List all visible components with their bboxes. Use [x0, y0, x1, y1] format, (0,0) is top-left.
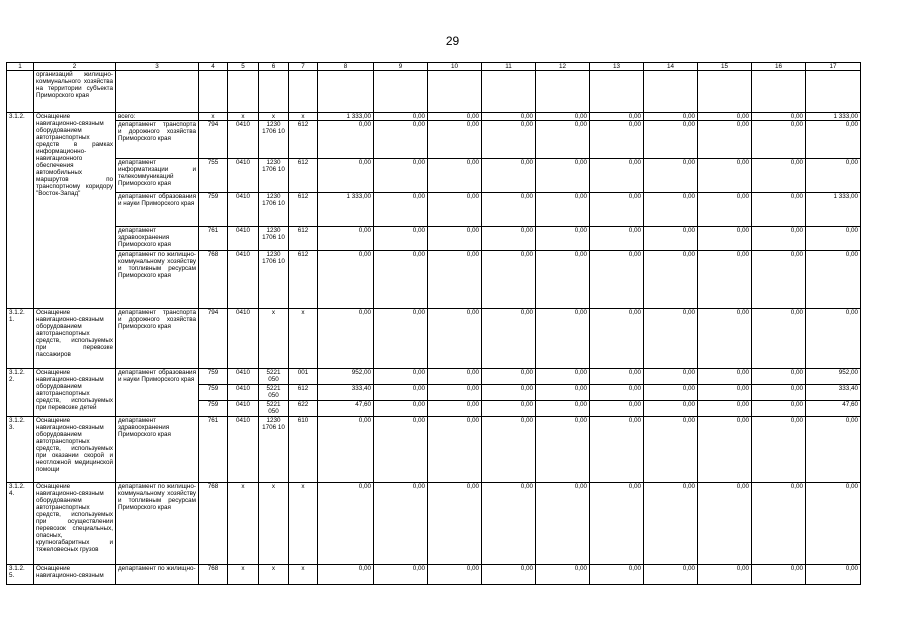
department-cell: департамент здравоохранения Приморского края: [116, 417, 199, 483]
amount-cell: 0,00: [428, 159, 482, 193]
table-row: [7, 565, 861, 585]
amount-cell: 0,00: [644, 385, 698, 401]
item-number-cell: 3.1.2.: [7, 113, 34, 309]
code-cell: х: [228, 483, 259, 565]
amount-cell: 0,00: [752, 227, 806, 251]
column-number: 6: [259, 63, 289, 71]
column-number-row: [7, 63, 861, 71]
amount-cell: 0,00: [482, 401, 536, 417]
amount-cell: 0,00: [374, 565, 428, 585]
amount-cell: 0,00: [428, 417, 482, 483]
amount-cell: 0,00: [698, 121, 752, 159]
amount-cell: 0,00: [590, 193, 644, 227]
amount-cell: 0,00: [318, 121, 374, 159]
total-cell: 0,00: [806, 121, 861, 159]
amount-cell: 0,00: [752, 251, 806, 309]
department-cell: департамент образования и науки Приморского края: [116, 369, 199, 417]
code-cell: 768: [199, 565, 228, 585]
amount-cell: 0,00: [698, 369, 752, 385]
amount-cell: 0,00: [698, 193, 752, 227]
amount-cell: 0,00: [644, 159, 698, 193]
department-cell: департамент транспорта и дорожного хозяйства Приморского края: [116, 309, 199, 369]
code-cell: 0410: [228, 401, 259, 417]
department-cell: департамент транспорта и дорожного хозяйства Приморского края: [116, 121, 199, 159]
column-number: 3: [116, 63, 199, 71]
table-row: [7, 309, 861, 369]
amount-cell: 0,00: [590, 369, 644, 385]
amount-cell: 0,00: [590, 113, 644, 121]
code-cell: 5221 050: [259, 369, 289, 385]
code-cell: х: [259, 483, 289, 565]
code-cell: х: [289, 309, 318, 369]
item-name-cell: Оснащение навигационно-связным оборудованием автотранспортных средств, используемых при оказании скорой и неотложной медицинской помощи: [34, 417, 116, 483]
code-cell: 1230 1706 10: [259, 417, 289, 483]
amount-cell: 0,00: [374, 401, 428, 417]
table-row: [7, 113, 861, 121]
total-cell: 952,00: [806, 369, 861, 385]
column-number: 9: [374, 63, 428, 71]
amount-cell: 0,00: [698, 159, 752, 193]
amount-cell: 0,00: [752, 385, 806, 401]
amount-cell: 0,00: [644, 483, 698, 565]
item-number-cell: 3.1.2. 4.: [7, 483, 34, 565]
code-cell: 759: [199, 193, 228, 227]
amount-cell: 0,00: [374, 483, 428, 565]
code-cell: 0410: [228, 369, 259, 385]
amount-cell: 0,00: [536, 159, 590, 193]
amount-cell: 0,00: [752, 565, 806, 585]
amount-cell: 0,00: [752, 193, 806, 227]
item-name-cell: Оснащение навигационно-связным оборудованием автотранспортных средств, используемых при перевозке детей: [34, 369, 116, 417]
code-cell: 612: [289, 121, 318, 159]
total-cell: 0,00: [806, 309, 861, 369]
code-cell: 612: [289, 385, 318, 401]
amount-cell: 0,00: [536, 309, 590, 369]
code-cell: 001: [289, 369, 318, 385]
item-number-cell: 3.1.2. 2.: [7, 369, 34, 417]
total-cell: 0,00: [806, 565, 861, 585]
code-cell: 0410: [228, 309, 259, 369]
amount-cell: 0,00: [428, 113, 482, 121]
amount-cell: 0,00: [590, 309, 644, 369]
amount-cell: 1 333,00: [318, 193, 374, 227]
code-cell: 612: [289, 251, 318, 309]
item-name-cell: Оснащение навигационно-связным оборудованием автотранспортных средств, используемых при перевозке пассажиров: [34, 309, 116, 369]
amount-cell: 0,00: [536, 483, 590, 565]
amount-cell: 0,00: [752, 159, 806, 193]
code-cell: 759: [199, 369, 228, 385]
amount-cell: 0,00: [644, 401, 698, 417]
amount-cell: 0,00: [318, 565, 374, 585]
column-number: 4: [199, 63, 228, 71]
code-cell: 5221 050: [259, 401, 289, 417]
amount-cell: 0,00: [536, 369, 590, 385]
amount-cell: 0,00: [482, 417, 536, 483]
code-cell: 5221 050: [259, 385, 289, 401]
amount-cell: 0,00: [428, 251, 482, 309]
amount-cell: 0,00: [374, 417, 428, 483]
code-cell: 622: [289, 401, 318, 417]
amount-cell: 0,00: [374, 193, 428, 227]
item-name-cell: Оснащение навигационно-связным оборудованием автотранспортных средств, используемых при осуществлении перевозок специальных, опасных, крупногабаритных и тяжеловесных грузов: [34, 483, 116, 565]
amount-cell: 0,00: [428, 369, 482, 385]
amount-cell: 0,00: [590, 565, 644, 585]
department-cell: департамент по жилищно-коммунальному хозяйству и топливным ресурсам Приморского края: [116, 251, 199, 309]
amount-cell: 0,00: [318, 309, 374, 369]
amount-cell: 0,00: [482, 385, 536, 401]
amount-cell: 0,00: [536, 113, 590, 121]
code-cell: 768: [199, 483, 228, 565]
column-number: 11: [482, 63, 536, 71]
amount-cell: 0,00: [644, 369, 698, 385]
column-number: 13: [590, 63, 644, 71]
code-cell: 612: [289, 159, 318, 193]
amount-cell: 0,00: [482, 565, 536, 585]
table-row: [7, 227, 861, 251]
code-cell: 1230 1706 10: [259, 121, 289, 159]
code-cell: х: [289, 483, 318, 565]
amount-cell: 0,00: [644, 565, 698, 585]
item-name-cell: Оснащение навигационно-связным: [34, 565, 116, 585]
amount-cell: 0,00: [752, 121, 806, 159]
amount-cell: 0,00: [698, 565, 752, 585]
amount-cell: 0,00: [374, 251, 428, 309]
item-number-cell: 3.1.2. 5.: [7, 565, 34, 585]
amount-cell: 0,00: [536, 193, 590, 227]
column-number: 15: [698, 63, 752, 71]
column-number: 12: [536, 63, 590, 71]
amount-cell: 0,00: [698, 227, 752, 251]
amount-cell: 0,00: [536, 401, 590, 417]
code-cell: 0410: [228, 159, 259, 193]
amount-cell: 0,00: [536, 121, 590, 159]
code-cell: 0410: [228, 121, 259, 159]
department-cell: департамент информатизации и телекоммуникаций Приморского края: [116, 159, 199, 193]
amount-cell: 0,00: [374, 159, 428, 193]
total-cell: 1 333,00: [806, 193, 861, 227]
amount-cell: 333,40: [318, 385, 374, 401]
amount-cell: 0,00: [482, 309, 536, 369]
amount-cell: 0,00: [374, 121, 428, 159]
code-cell: 794: [199, 309, 228, 369]
amount-cell: 0,00: [752, 483, 806, 565]
amount-cell: 0,00: [482, 113, 536, 121]
table-row: [7, 251, 861, 309]
item-name-cell: организаций жилищно-коммунального хозяйства на территории субъекта Приморского края: [34, 71, 116, 113]
amount-cell: 0,00: [698, 417, 752, 483]
amount-cell: 0,00: [536, 417, 590, 483]
total-cell: 0,00: [806, 159, 861, 193]
amount-cell: 0,00: [536, 385, 590, 401]
amount-cell: 47,60: [318, 401, 374, 417]
amount-cell: 0,00: [374, 227, 428, 251]
column-number: 2: [34, 63, 116, 71]
table-row: [7, 417, 861, 483]
amount-cell: 0,00: [482, 121, 536, 159]
amount-cell: 0,00: [590, 121, 644, 159]
code-cell: 0410: [228, 251, 259, 309]
amount-cell: 0,00: [536, 227, 590, 251]
code-cell: х: [289, 565, 318, 585]
column-number: 16: [752, 63, 806, 71]
amount-cell: 0,00: [482, 193, 536, 227]
amount-cell: 0,00: [698, 251, 752, 309]
amount-cell: 0,00: [428, 309, 482, 369]
code-cell: х: [228, 113, 259, 121]
code-cell: 610: [289, 417, 318, 483]
code-cell: 759: [199, 401, 228, 417]
amount-cell: 1 333,00: [318, 113, 374, 121]
amount-cell: 0,00: [644, 227, 698, 251]
amount-cell: 0,00: [644, 193, 698, 227]
amount-cell: 0,00: [374, 113, 428, 121]
amount-cell: 0,00: [318, 227, 374, 251]
budget-table: [6, 62, 861, 585]
item-number-cell: [7, 71, 34, 113]
amount-cell: 0,00: [482, 483, 536, 565]
amount-cell: 0,00: [752, 417, 806, 483]
amount-cell: 0,00: [536, 565, 590, 585]
amount-cell: 0,00: [428, 121, 482, 159]
table-row: [7, 121, 861, 159]
code-cell: 755: [199, 159, 228, 193]
amount-cell: 0,00: [644, 309, 698, 369]
amount-cell: 0,00: [374, 369, 428, 385]
amount-cell: 0,00: [752, 113, 806, 121]
table-row: [7, 193, 861, 227]
column-number: 14: [644, 63, 698, 71]
code-cell: 1230 1706 10: [259, 251, 289, 309]
total-cell: 0,00: [806, 483, 861, 565]
code-cell: 1230 1706 10: [259, 193, 289, 227]
amount-cell: 0,00: [590, 417, 644, 483]
code-cell: 1230 1706 10: [259, 227, 289, 251]
amount-cell: 0,00: [374, 385, 428, 401]
amount-cell: 0,00: [590, 483, 644, 565]
amount-cell: 0,00: [482, 227, 536, 251]
department-cell: департамент по жилищно-: [116, 565, 199, 585]
code-cell: х: [289, 113, 318, 121]
code-cell: 612: [289, 193, 318, 227]
amount-cell: 0,00: [644, 417, 698, 483]
code-cell: 0410: [228, 193, 259, 227]
amount-cell: 0,00: [374, 309, 428, 369]
amount-cell: 952,00: [318, 369, 374, 385]
amount-cell: 0,00: [318, 159, 374, 193]
amount-cell: 0,00: [482, 251, 536, 309]
amount-cell: 0,00: [428, 385, 482, 401]
amount-cell: 0,00: [590, 159, 644, 193]
table-row: [7, 369, 861, 385]
amount-cell: 0,00: [752, 309, 806, 369]
table-row-continuation: [7, 71, 861, 113]
amount-cell: 0,00: [590, 251, 644, 309]
amount-cell: 0,00: [644, 121, 698, 159]
item-name-cell: Оснащение навигационно-связным оборудованием автотранспортных средств в рамках информационно-навигационного обеспечения автомобильных маршрутов по транспортному коридору "Восток-Запад": [34, 113, 116, 309]
code-cell: 761: [199, 227, 228, 251]
code-cell: х: [259, 309, 289, 369]
code-cell: 759: [199, 385, 228, 401]
amount-cell: 0,00: [590, 227, 644, 251]
amount-cell: 0,00: [698, 483, 752, 565]
item-number-cell: 3.1.2. 1.: [7, 309, 34, 369]
page-number: 29: [445, 34, 460, 48]
table-row: [7, 483, 861, 565]
amount-cell: 0,00: [644, 113, 698, 121]
amount-cell: 0,00: [590, 401, 644, 417]
amount-cell: 0,00: [318, 483, 374, 565]
amount-cell: 0,00: [428, 193, 482, 227]
column-number: 17: [806, 63, 861, 71]
code-cell: 768: [199, 251, 228, 309]
department-cell: всего:: [116, 113, 199, 121]
department-cell: департамент образования и науки Приморского края: [116, 193, 199, 227]
total-cell: 0,00: [806, 417, 861, 483]
amount-cell: 0,00: [482, 159, 536, 193]
column-number: 8: [318, 63, 374, 71]
amount-cell: 0,00: [536, 251, 590, 309]
code-cell: 761: [199, 417, 228, 483]
column-number: 5: [228, 63, 259, 71]
amount-cell: 0,00: [752, 401, 806, 417]
amount-cell: 0,00: [590, 385, 644, 401]
amount-cell: 0,00: [752, 369, 806, 385]
amount-cell: 0,00: [318, 251, 374, 309]
code-cell: 0410: [228, 385, 259, 401]
column-number: 7: [289, 63, 318, 71]
amount-cell: 0,00: [428, 483, 482, 565]
total-cell: 333,40: [806, 385, 861, 401]
code-cell: х: [199, 113, 228, 121]
code-cell: 1230 1706 10: [259, 159, 289, 193]
amount-cell: 0,00: [482, 369, 536, 385]
amount-cell: 0,00: [644, 251, 698, 309]
code-cell: 612: [289, 227, 318, 251]
column-number: 1: [7, 63, 34, 71]
amount-cell: 0,00: [428, 401, 482, 417]
amount-cell: 0,00: [698, 401, 752, 417]
amount-cell: 0,00: [428, 227, 482, 251]
amount-cell: 0,00: [698, 309, 752, 369]
total-cell: 47,60: [806, 401, 861, 417]
amount-cell: 0,00: [698, 113, 752, 121]
code-cell: х: [228, 565, 259, 585]
total-cell: 0,00: [806, 227, 861, 251]
code-cell: 0410: [228, 227, 259, 251]
code-cell: 0410: [228, 417, 259, 483]
amount-cell: 0,00: [318, 417, 374, 483]
total-cell: 0,00: [806, 251, 861, 309]
table-row: [7, 159, 861, 193]
code-cell: х: [259, 565, 289, 585]
code-cell: х: [259, 113, 289, 121]
department-cell: департамент здравоохранения Приморского края: [116, 227, 199, 251]
department-cell: департамент по жилищно-коммунальному хозяйству и топливным ресурсам Приморского края: [116, 483, 199, 565]
column-number: 10: [428, 63, 482, 71]
item-number-cell: 3.1.2. 3.: [7, 417, 34, 483]
department-cell: [116, 71, 199, 113]
amount-cell: 0,00: [428, 565, 482, 585]
total-cell: 1 333,00: [806, 113, 861, 121]
code-cell: 794: [199, 121, 228, 159]
amount-cell: 0,00: [698, 385, 752, 401]
